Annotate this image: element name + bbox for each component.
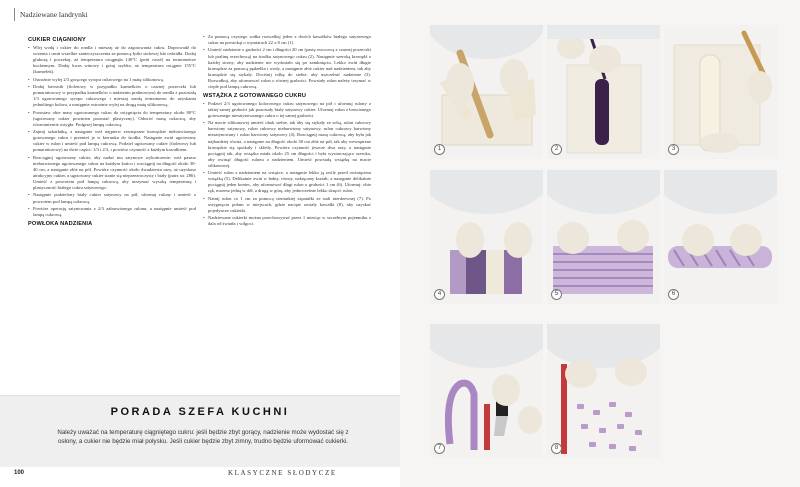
step-item: • Wlej wodę i cukier do rondla i mieszaj aż do zagotowania cukru. Doprowadź do wrzenia i usuń wszelkie zanieczyszczenia za pomocą łyżki stołowej lub cedzidła. Dodaj glukozę i poczekaj, aż temperatura osiągnęła 140°C (petit cassé) na termometrze kuchennym. Dodaj kwas winowy i gotuj szybko, aż temperatura osiągnie 155°C (karmelek). (28, 45, 196, 75)
wrapping-ribbon-photo-icon (547, 170, 660, 304)
tip-text: Należy uważać na temperaturę ciągniętego cukru: jeśli będzie zbyt gorący, nadzienie może wydostać się z osłony, a cukier nie będzie miał połysku. Jeśli cukier będzie zbyt zimny, trudno będzie uformować cukierki. (57, 429, 349, 445)
photo-number-badge: 7 (434, 443, 445, 454)
filling-on-sugar-photo-icon (547, 25, 660, 159)
step-item: • Rozciągnij ugotowany cukier, aby nadać mu satynowe wykończenie: weź pasmo niebarwionego ugotowanego cukru na każdym końcu i rozciągnij na długość około 30-40 cm, a następnie złóż na pół. Powtórz czynność około dwudziestu razy, aż uzyskasz atrakcyjny cukier, a ugotowany cukier stanie się nieprzezroczysty i biały (patrz str. 286). Umieść z powrotem pod lampą cukrową, aby utrzymać wysoką temperaturę i plastyczność białego cukru satynowego. (28, 155, 196, 191)
photo-number-badge: 5 (551, 289, 562, 300)
tip-title: PORADA SZEFA KUCHNI (110, 406, 290, 418)
page-number: 100 (14, 470, 25, 476)
step-item: • Pozostaw obie masy ugotowanego cukru do ostygnięcia do temperatury około 80°C (ugotowany cukier powinien pozostać plastyczny). Odwróć masę cukrową, aby równomiernie ostygła. Podgrzej lampę cukrową. (28, 110, 196, 128)
step-item: • Powtórz operację satynowania z 2/3 zabarwionego rulonu, a następnie umieść pod lampą cukrową. (28, 206, 196, 218)
text-column-right (203, 34, 371, 229)
section-tab: Nadziewane landrynki (14, 8, 100, 21)
step-item: • Za pomocą czystego wałka rozwałkuj jeden z dwóch kawałków białego satynowego cukru na prostokąt o wymiarach 22 x 8 cm (1). (203, 34, 371, 46)
steps-list (28, 45, 196, 218)
sugar-strips-photo-icon (430, 170, 543, 304)
footer-title: KLASYCZNE SŁODYCZE (228, 469, 337, 477)
step-item: • Umieść nadzienie o grubości 2 cm i długości 20 cm (pastę owocową z czarnej porzeczki lub pralinę orzechową) na środku satynowego cukru (2). Następnie szeroką krawędź z każdej strony, aby nadzienie nie wydostało się po zamknięciu. Lekko zwiń długie krawędzie za pomocą pędzelka i wody, a następnie złóż cukier nad nadzieniem, tak aby krawędzie się stykały. Dociśnij rolkę do siebie, aby uszczelnić nadzienie (3). Rozwałkuj, aby uformować rulon o równej grubości. Powstały rulon należy trzymać w cieple pod lampą cukrową. (203, 47, 371, 89)
pulling-roll-photo-icon (664, 170, 777, 304)
brushing-roll-photo-icon (664, 25, 777, 159)
step-item: • Zajmij szkarłatką, a następnie weź najpierw zewnętrzne krawędzie niebarwionego gotowanego cukru i przenieś je w kierunku do środka. Następnie zwiń ugotowany cukier w rulon i umieść pod lampą cukrową. Podziel ugotowany cukier (fioletowy lub pomarańczowy) na dwie części: 1/3 i 2/3, i powtórz czynność z każdym kawałkiem. (28, 129, 196, 153)
step-item: • Ostrożnie wylej 2/3 gorącego syropu cukrowego na 1 matę silikonową. (28, 77, 196, 83)
rolling-pin-sugar-photo-icon (430, 25, 543, 159)
step-item: • Nadziewane cukierki można przechowywać przez 1 miesiąc w szczelnym pojemniku z dala od światła i wilgoci. (203, 215, 371, 227)
steps-list (203, 34, 371, 90)
step-item: • Podziel 2/3 ugotowanego kolorowego cukru satynowego na pół i uformuj rulony z takiej samej grubości jak pozostały biały satynowy cukier. Uformuj rulon z barwionego gotowanego niesatynowanego cukru o tej samej grubości. (203, 101, 371, 119)
step-item: • Dodaj barwnik (fioletowy w przypadku karmelków o czarnej porzeczki lub pomarańczowy w przypadku karmelków o nadzieniu pralinowym) do rondla z pozostałą 1/3 ugotowanego syropu cukrowego i mieszaj sondą termometru do uzyskania jednolitego koloru, a następnie ostrożnie wylej na drugą matę silikonową. (28, 84, 196, 108)
step-item: • Umieść rulon z nadzieniem na wstążce, a następnie lekko ją zwilż przed owinięciem wstążką (5). Delikatnie zwiń w ładny, równy, nakręcany kształt, a następnie delikatnie pociągnij jeden koniec, aby uformować długi rulon o grubości 1 cm (6). Uformuj: obie rąk, możesz jedną w dół, a drugą w górę, aby jednocześnie lekko skręcić rulon. (203, 170, 371, 194)
photo-number-badge: 6 (668, 289, 679, 300)
step-item: • Natnij rulon co 1 cm za pomocą cieniutkiej szpatułki ze stali nierdzewnej (7). Po ostygnięciu połam w miejscach, gdzie nacięte zostały kawałki (8), aby uzyskać pojedyncze cukierki. (203, 196, 371, 214)
section-heading: POWŁOKA NADZIENIA (28, 221, 93, 228)
section-heading: WSTĄŻKA Z GOTOWANEGO CUKRU (203, 92, 307, 99)
cutting-roll-photo-icon (430, 324, 543, 458)
section-heading: CUKIER CIĄGNIONY (28, 37, 86, 43)
text-column-left (28, 34, 196, 229)
photo-number-badge: 4 (434, 289, 445, 300)
steps-list (203, 101, 371, 228)
photo-number-badge: 3 (668, 144, 679, 155)
photo-number-badge: 2 (551, 144, 562, 155)
step-item: • Następnie podzielony biały cukier satynowy na pół, uformuj rulony i umieść z powrotem pod lampą cukrową. (28, 192, 196, 204)
sweets-pieces-photo-icon (547, 324, 660, 458)
step-item: • Na macie silikonowej umieść obok siebie, tak aby się stykały ze sobą, rulon cukrowy barwiony satynowy, rulon cukrowy niebarwiony satynowy, rulon cukrowy barwiony niesatynowany i rulon barwiony satynowy (4). Rozciągnij masę cukrową, aby była jak najbardziej równa, a następnie na długość około 30 cm złóż na pół, tak aby wewnętrzne krawędzie się spotkały i skleiły. Powtórz czynność jeszcze dwa razy, a następnie pociągnij tak, aby wstążka miała około 25 cm długości i była wystarczająco szeroka, aby owinąć długość rulonu z nadzieniem. Umieść powstałą wstążkę na macie silikonowej. (203, 120, 371, 168)
photo-number-badge: 8 (551, 443, 562, 454)
chef-tip-box (0, 395, 400, 467)
right-page (400, 0, 800, 487)
photo-number-badge: 1 (434, 144, 445, 155)
